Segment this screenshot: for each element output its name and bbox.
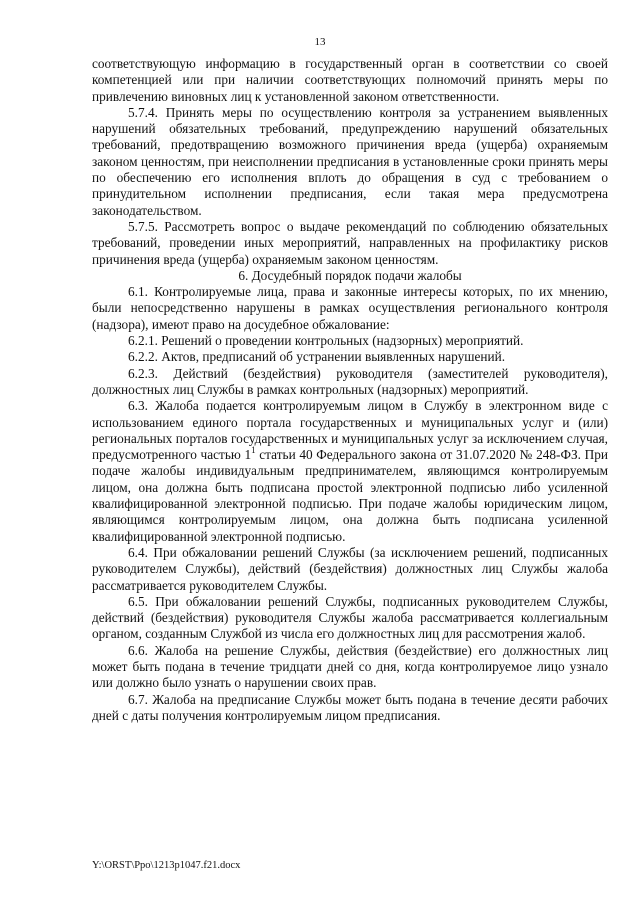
page-number: 13 (314, 36, 326, 48)
paragraph-6-6: 6.6. Жалоба на решение Службы, действия (бездействие) его должностных лиц может быть подана в течение тридцати дней со дня, когда контролируемое лицо узнало или должно было узнать о нарушении своих прав. (92, 642, 608, 691)
section-heading: 6. Досудебный порядок подачи жалобы (238, 267, 462, 283)
paragraph-continuation: соответствующую информацию в государственный орган в соответствии со своей компетенцией или при наличии соответствующих полномочий принять меры по привлечению виновных лиц к установленной законом ответственности. (92, 56, 608, 104)
paragraph-6-3-part1: 6.3. Жалоба подается контролируемым лицом в Службу в электронном виде с использованием единого портала государственных и муниципальных услуг и (или) региональных порталов государственных и муниципальных услуг за исключением случая, предусмотренного частью 1 (92, 398, 608, 463)
paragraph-6-1: 6.1. Контролируемые лица, права и законные интересы которых, по их мнению, были непосредственно нарушены в рамках осуществления регионального контроля (надзора), имеют право на досудебное обжалование: (92, 284, 608, 332)
file-path-footer: Y:\ORST\Ppo\1213p1047.f21.docx (92, 860, 241, 871)
paragraph-6-4: 6.4. При обжаловании решений Службы (за исключением решений, подписанных руководителем Службы), действий (бездействия) должностных лиц Службы жалоба рассматривается руководителем Службы. (92, 544, 608, 593)
paragraph-6-2-2: 6.2.2. Актов, предписаний об устранении выявленных нарушений. (128, 349, 506, 365)
paragraph-6-3 (92, 398, 608, 545)
paragraph-5-7-5: 5.7.5. Рассмотреть вопрос о выдаче рекомендаций по соблюдению обязательных требований, проведении иных мероприятий, направленных на профилактику рисков причинения вреда (ущерба) охраняемым законом ценностям. (92, 218, 608, 267)
footnote-superscript: 1 (251, 444, 256, 455)
paragraph-6-3-part2: статьи 40 Федерального закона от 31.07.2020 № 248-ФЗ. При подаче жалобы индивидуальным предпринимателем, являющимся контролируемым лицом, она должна быть подписана простой электронной подписью либо усиленной квалифицированной электронной подписью. При подаче жалобы юридическим лицом, являющимся контролируемым лицом, она должна быть подписана усиленной квалифицированной электронной подписью. (92, 447, 608, 544)
paragraph-5-7-4: 5.7.4. Принять меры по осуществлению контроля за устранением выявленных нарушений обязательных требований, предупреждению нарушений обязательных требований, предотвращению возможного причинения вреда (ущерба) охраняемым законом ценностям, при неисполнении предписания в установленные сроки принять меры по обеспечению его исполнения вплоть до обращения в суд с требованием о принудительном исполнении предписания, если такая мера предусмотрена законодательством. (92, 104, 608, 218)
document-body (92, 56, 608, 724)
paragraph-6-7: 6.7. Жалоба на предписание Службы может быть подана в течение десяти рабочих дней с даты получения контролируемым лицом предписания. (92, 691, 608, 723)
paragraph-6-2-3: 6.2.3. Действий (бездействия) руководителя (заместителей руководителя), должностных лиц Службы в рамках контрольных (надзорных) мероприятий. (92, 365, 608, 397)
paragraph-6-2-1: 6.2.1. Решений о проведении контрольных (надзорных) мероприятий. (128, 333, 524, 349)
paragraph-6-5: 6.5. При обжаловании решений Службы, подписанных руководителем Службы, действий (бездействия) руководителя Службы жалоба рассматривается коллегиальным органом, созданным Службой из числа его должностных лиц для рассмотрения жалоб. (92, 593, 608, 642)
